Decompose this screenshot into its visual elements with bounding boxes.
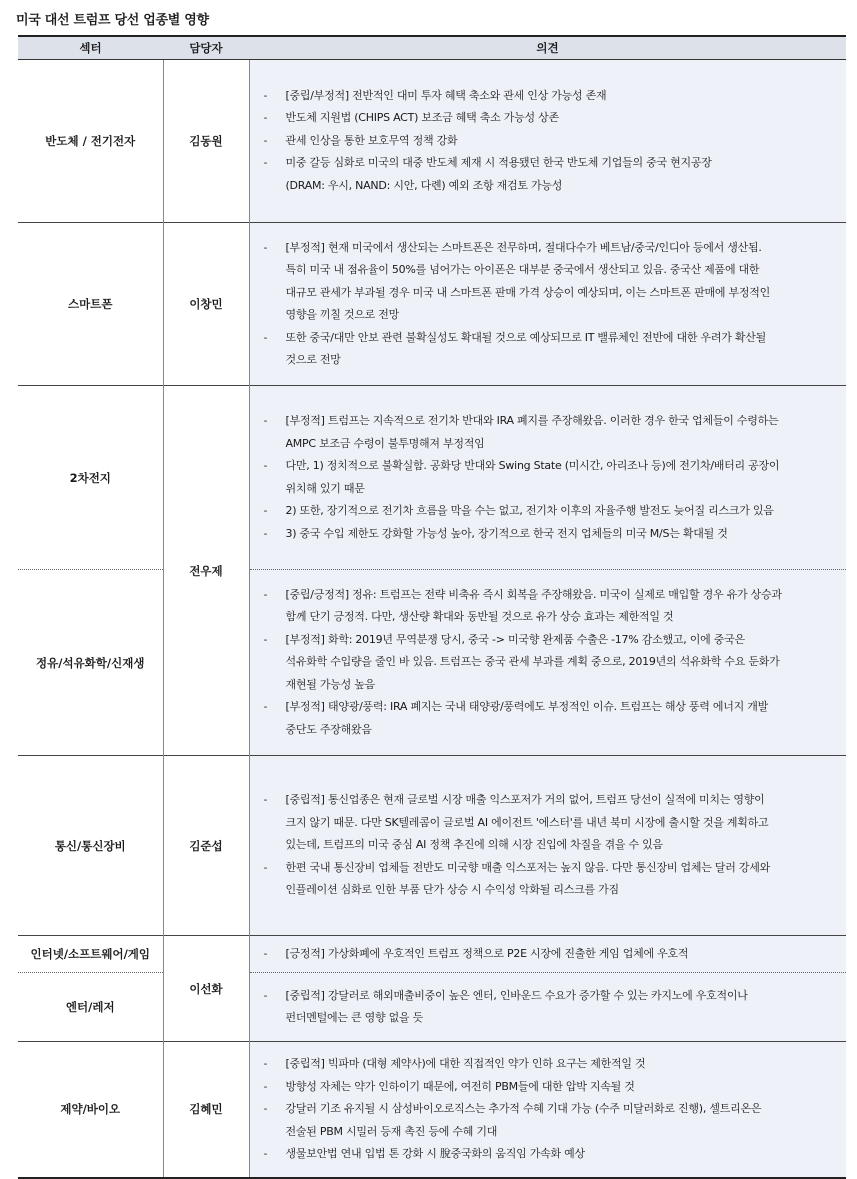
opinion-list — [264, 943, 837, 966]
opinion-line: (DRAM: 우시, NAND: 시안, 다롄) 예외 조항 재검토 가능성 — [285, 178, 563, 192]
opinion-line: - 미중 갈등 심화로 미국의 대중 반도체 제재 시 적용됐던 한국 반도체 기업들의 중국 현지공장 — [264, 152, 837, 175]
opinion-line: - 강달러 기조 유지될 시 삼성바이오로직스는 추가적 수혜 기대 가능 (수주 미달러화로 진행), 셀트리온은 — [264, 1098, 837, 1121]
owner-cell: 김동원 — [163, 60, 249, 223]
table-row — [18, 570, 846, 756]
opinion-cell — [249, 386, 846, 570]
page-title: 미국 대선 트럼프 당선 업종별 영향 — [16, 13, 209, 28]
header-opinion: 의견 — [249, 36, 846, 60]
header-owner: 담당자 — [163, 36, 249, 60]
sector-cell: 엔터/레저 — [18, 973, 163, 1042]
opinion-line: - 생물보안법 연내 입법 톤 강화 시 脫중국화의 움직임 가속화 예상 — [264, 1143, 837, 1166]
opinion-line: 펀더멘털에는 큰 영향 없을 듯 — [285, 1011, 423, 1024]
sector-cell: 2차전지 — [18, 386, 163, 570]
sector-cell: 정유/석유화학/신재생 — [18, 570, 163, 756]
owner-cell: 김혜민 — [163, 1042, 249, 1178]
opinion-line: - 2) 또한, 장기적으로 전기차 흐름을 막을 수는 없고, 전기차 이후의 자율주행 발전도 늦어질 리스크가 있음 — [264, 500, 837, 523]
sector-cell: 제약/바이오 — [18, 1042, 163, 1178]
opinion-line: - [중립적] 빅파마 (대형 제약사)에 대한 직접적인 약가 인하 요구는 제한적일 것 — [264, 1053, 837, 1076]
opinion-list — [264, 985, 837, 1030]
sector-cell: 인터넷/소프트웨어/게임 — [18, 936, 163, 973]
table-row — [18, 223, 846, 386]
opinion-line: 크지 않기 때문. 다만 SK텔레콤이 글로벌 AI 에이전트 '에스터'를 내년 북미 시장에 출시할 것을 계획하고 — [285, 815, 769, 829]
header-sector: 섹터 — [18, 36, 163, 60]
opinion-line: 전술된 PBM 시밀러 등재 촉진 등에 수혜 기대 — [285, 1124, 498, 1138]
opinion-line: - [중립/긍정적] 정유: 트럼프는 전략 비축유 즉시 회복을 주장해왔음. 미국이 실제로 매입할 경우 유가 상승과 — [264, 584, 837, 607]
opinion-line: 것으로 전망 — [285, 353, 341, 366]
opinion-line: - 반도체 지원법 (CHIPS ACT) 보조금 혜택 축소 가능성 상존 — [264, 107, 837, 130]
sector-cell: 반도체 / 전기전자 — [18, 60, 163, 223]
sector-impact-table — [18, 35, 846, 1179]
table-row — [18, 973, 846, 1042]
owner-cell: 이선화 — [163, 936, 249, 1042]
sector-cell: 스마트폰 — [18, 223, 163, 386]
opinion-line: - 한편 국내 통신장비 업체들 전반도 미국향 매출 익스포저는 높지 않음. 다만 통신장비 업체는 달러 강세와 — [264, 857, 837, 880]
opinion-line: 영향을 끼칠 것으로 전망 — [285, 308, 399, 321]
opinion-line: - [중립적] 통신업종은 현재 글로벌 시장 매출 익스포저가 거의 없어, 트럼프 당선이 실적에 미치는 영향이 — [264, 789, 837, 812]
owner-cell: 이창민 — [163, 223, 249, 386]
opinion-line: 석유화학 수입량을 줄인 바 있음. 트럼프는 중국 관세 부과를 계획 중으로, 2019년의 석유화학 수요 둔화가 — [285, 655, 780, 669]
opinion-line: 중단도 주장해왔음 — [285, 722, 372, 736]
opinion-line: AMPC 보조금 수령이 불투명해져 부정적임 — [285, 436, 485, 450]
opinion-list — [264, 584, 837, 742]
owner-cell: 김준섭 — [163, 756, 249, 936]
opinion-cell — [249, 570, 846, 756]
opinion-line: - 관세 인상을 통한 보호무역 정책 강화 — [264, 130, 837, 153]
opinion-line: - [중립/부정적] 전반적인 대미 투자 혜택 축소와 관세 인상 가능성 존재 — [264, 85, 837, 108]
opinion-line: - 다만, 1) 정치적으로 불확실함. 공화당 반대와 Swing State (미시간, 아리조나 등)에 전기차/배터리 공장이 — [264, 455, 837, 478]
opinion-cell — [249, 223, 846, 386]
owner-cell: 전우제 — [163, 386, 249, 756]
opinion-line: - [부정적] 현재 미국에서 생산되는 스마트폰은 전무하며, 절대다수가 베트남/중국/인디아 등에서 생산됨. — [264, 237, 837, 260]
opinion-line: - 3) 중국 수입 제한도 강화할 가능성 높아, 장기적으로 한국 전지 업체들의 미국 M/S는 확대될 것 — [264, 523, 837, 546]
opinion-list — [264, 237, 837, 372]
table-row — [18, 60, 846, 223]
opinion-list — [264, 789, 837, 902]
opinion-line: - 방향성 자체는 약가 인하이기 때문에, 여전히 PBM들에 대한 압박 지속될 것 — [264, 1076, 837, 1099]
opinion-cell — [249, 936, 846, 973]
opinion-cell — [249, 60, 846, 223]
opinion-cell — [249, 1042, 846, 1178]
opinion-cell — [249, 973, 846, 1042]
opinion-list — [264, 85, 837, 198]
opinion-cell — [249, 756, 846, 936]
opinion-line: 대규모 관세가 부과될 경우 미국 내 스마트폰 판매 가격 상승이 예상되며, 이는 스마트폰 판매에 부정적인 — [285, 285, 770, 299]
table-row — [18, 386, 846, 570]
opinion-line: - [중립적] 강달러로 해외매출비중이 높은 엔터, 인바운드 수요가 증가할 수 있는 카지노에 우호적이나 — [264, 985, 837, 1008]
opinion-line: - [긍정적] 가상화폐에 우호적인 트럼프 정책으로 P2E 시장에 진출한 게임 업체에 우호적 — [264, 943, 837, 966]
opinion-line: - 또한 중국/대만 안보 관련 불확실성도 확대될 것으로 예상되므로 IT 밸류체인 전반에 대한 우려가 확산될 — [264, 327, 837, 350]
opinion-line: 특히 미국 내 점유율이 50%를 넘어가는 아이폰은 대부분 중국에서 생산되고 있음. 중국산 제품에 대한 — [285, 263, 760, 276]
table-row — [18, 936, 846, 973]
table-row — [18, 756, 846, 936]
opinion-list — [264, 1053, 837, 1166]
opinion-line: - [부정적] 화학: 2019년 무역분쟁 당시, 중국 -> 미국향 완제품 수출은 -17% 감소했고, 이에 중국은 — [264, 629, 837, 652]
opinion-list — [264, 410, 837, 545]
opinion-line: 위치해 있기 때문 — [285, 481, 365, 495]
opinion-line: 재현될 가능성 높음 — [285, 677, 376, 691]
opinion-line: 함께 단기 긍정적. 다만, 생산량 확대와 동반될 것으로 유가 상승 효과는 제한적일 것 — [285, 610, 674, 624]
table-header-row — [18, 36, 846, 60]
table-row — [18, 1042, 846, 1178]
opinion-line: - [부정적] 태양광/풍력: IRA 폐지는 국내 태양광/풍력에도 부정적인 이슈. 트럼프는 해상 풍력 에너지 개발 — [264, 696, 837, 719]
opinion-line: 있는데, 트럼프의 미국 중심 AI 정책 추진에 의해 시장 진입에 차질을 겪을 수 있음 — [285, 838, 663, 852]
sector-cell: 통신/통신장비 — [18, 756, 163, 936]
opinion-line: 인플레이션 심화로 인한 부품 단가 상승 시 수익성 악화될 리스크를 가짐 — [285, 883, 619, 897]
opinion-line: - [부정적] 트럼프는 지속적으로 전기차 반대와 IRA 폐지를 주장해왔음. 이러한 경우 한국 업체들이 수령하는 — [264, 410, 837, 433]
